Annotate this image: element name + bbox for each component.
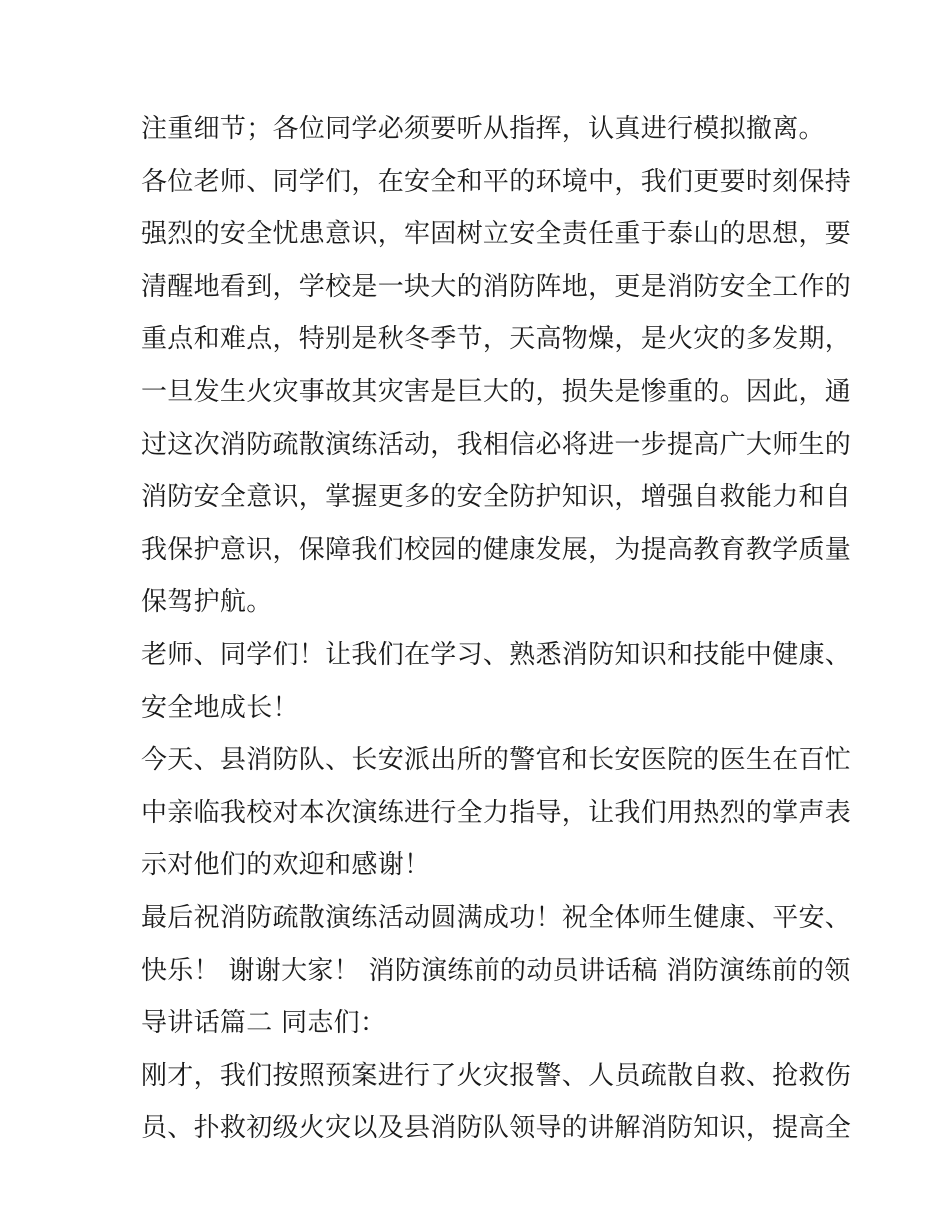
text-line: 一旦发生火灾事故其灾害是巨大的，损失是惨重的。因此，通 xyxy=(141,376,852,407)
paragraph-evacuation-instructions xyxy=(141,103,825,156)
text-line: 最后祝消防疏散演练活动圆满成功！祝全体师生健康、平安、 xyxy=(141,902,852,933)
text-line: 刚才，我们按照预案进行了火灾报警、人员疏散自救、抢救伤 xyxy=(141,1060,852,1091)
text-line: 各位老师、同学们，在安全和平的环境中，我们更要时刻保持 xyxy=(141,166,852,197)
paragraph-closing-wishes xyxy=(141,892,852,1050)
text-line: 消防安全意识，掌握更多的安全防护知识，增强自救能力和自 xyxy=(141,482,852,513)
paragraph-drill-summary xyxy=(141,1050,852,1155)
paragraph-thanks-guests xyxy=(141,734,852,892)
document-body xyxy=(141,103,852,1155)
text-line: 安全地成长！ xyxy=(141,692,299,723)
text-line: 过这次消防疏散演练活动，我相信必将进一步提高广大师生的 xyxy=(141,429,852,460)
text-line: 员、扑救初级火灾以及县消防队领导的讲解消防知识，提高全 xyxy=(141,1113,852,1144)
text-line: 强烈的安全忧患意识，牢固树立安全责任重于泰山的思想，要 xyxy=(141,219,852,250)
text-line: 示对他们的欢迎和感谢！ xyxy=(141,850,431,881)
text-line: 清醒地看到，学校是一块大的消防阵地，更是消防安全工作的 xyxy=(141,271,852,302)
text-line: 保驾护航。 xyxy=(141,587,273,618)
paragraph-grow-safely xyxy=(141,629,852,734)
text-line: 快乐！ 谢谢大家！ 消防演练前的动员讲话稿 消防演练前的领 xyxy=(141,955,851,986)
text-line: 我保护意识，保障我们校园的健康发展，为提高教育教学质量 xyxy=(141,534,852,565)
text-line: 导讲话篇二 同志们： xyxy=(141,1008,387,1039)
text-line: 重点和难点，特别是秋冬季节，天高物燥，是火灾的多发期， xyxy=(141,324,852,355)
text-line: 今天、县消防队、长安派出所的警官和长安医院的医生在百忙 xyxy=(141,745,852,776)
paragraph-safety-awareness xyxy=(141,156,852,629)
text-line: 注重细节；各位同学必须要听从指挥，认真进行模拟撤离。 xyxy=(141,114,825,144)
text-line: 中亲临我校对本次演练进行全力指导，让我们用热烈的掌声表 xyxy=(141,797,852,828)
text-line: 老师、同学们！让我们在学习、熟悉消防知识和技能中健康、 xyxy=(141,639,852,670)
